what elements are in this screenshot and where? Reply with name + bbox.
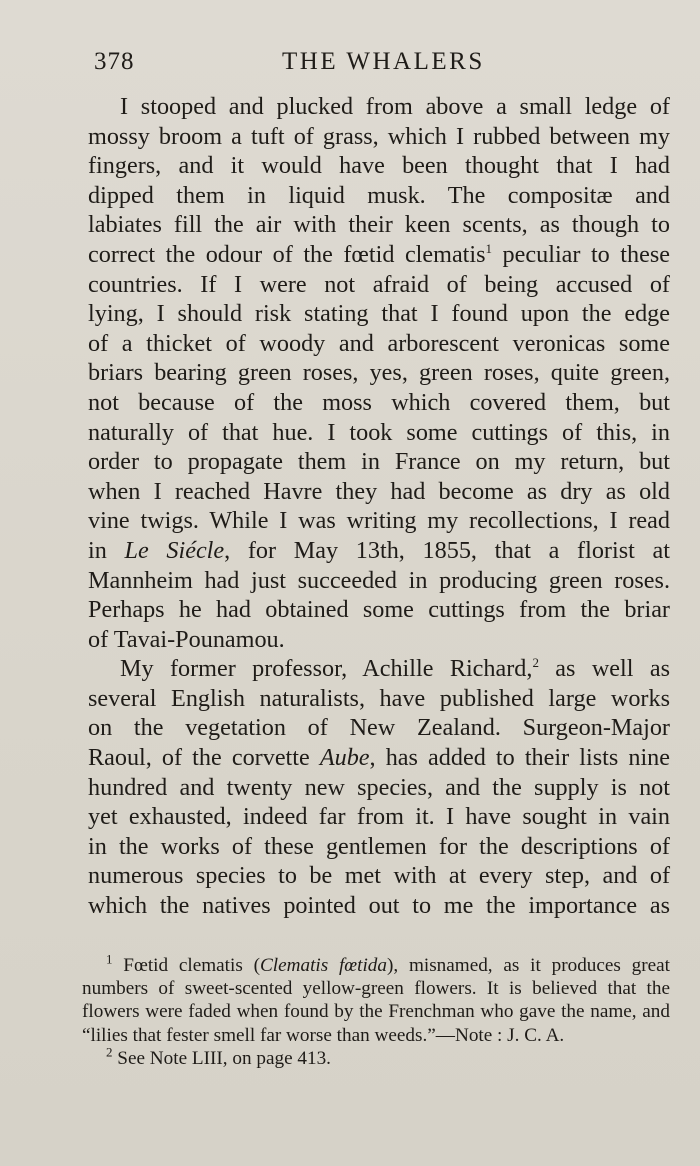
text-line: lying, I should risk stating that I found upon the edge [88,300,670,328]
body-text [88,92,670,921]
text-line: mossy broom a tuft of grass, which I rubbed between my [88,122,670,150]
text-segment: , for May 13th, 1855, that a florist at [224,536,670,564]
text-segment: in [88,536,125,564]
text-line: naturally of that hue. I took some cuttings of this, in [88,418,670,446]
text-line: several English naturalists, have published large works [88,684,670,712]
text-line: vine twigs. While I was writing my recollections, I read [88,507,670,535]
text-line: numerous species to be met with at every step, and of [88,862,670,890]
text-segment: , has added to their lists nine [369,744,670,772]
text-line: Mannheim had just succeeded in producing green roses. [88,566,670,594]
running-head: THE WHALERS [282,48,485,75]
text-segment-italic: Clematis fœtida [259,955,387,976]
text-line [88,240,670,270]
footnote-marker: 1 [485,240,493,256]
page-number: 378 [94,48,135,75]
footnotes [82,951,671,1070]
text-line: Perhaps he had obtained some cuttings from the briar [88,596,670,624]
text-line [88,654,670,684]
footnote-line [82,1044,670,1070]
text-segment-italic: Le Siécle [124,536,225,564]
text-line: briars bearing green roses, yes, green roses, quite green, [88,359,670,387]
text-line: order to propagate them in France on my return, but [88,448,670,476]
text-segment: See Note LIII, on page 413. [112,1047,331,1069]
footnote-line: numbers of sweet-scented yellow-green flowers. It is believed that the [82,978,670,1000]
footnote-line: “lilies that fester smell far worse than weeds.”—Note : J. C. A. [82,1024,565,1046]
text-segment: ), misnamed, as it produces great [386,955,671,976]
text-segment: Raoul, of the corvette [88,744,320,772]
text-line: labiates fill the air with their keen scents, as though to [88,211,670,239]
footnote-line [82,951,671,977]
footnote-marker: 2 [106,1044,113,1060]
text-segment: as well as [538,655,670,683]
text-line: not because of the moss which covered them, but [88,388,670,416]
text-line: dipped them in liquid musk. The compositæ and [88,181,670,209]
text-segment: Fœtid clematis ( [112,955,260,976]
text-segment: peculiar to these [492,240,670,268]
text-line: on the vegetation of New Zealand. Surgeon-Major [88,714,670,742]
text-line: of a thicket of woody and arborescent veronicas some [88,329,670,357]
text-line: hundred and twenty new species, and the supply is not [88,773,670,801]
text-line: fingers, and it would have been thought that I had [88,152,670,180]
text-line: I stooped and plucked from above a small ledge of [120,93,670,120]
text-segment-italic: Aube [319,744,370,772]
text-line: which the natives pointed out to me the importance as [88,892,670,920]
footnote-line: flowers were faded when found by the Frenchman who gave the name, and [82,1001,670,1023]
footnote-marker: 2 [532,655,539,671]
text-line: countries. If I were not afraid of being accused of [88,270,670,298]
text-segment: correct the odour of the fœtid clematis [88,240,486,268]
text-line: yet exhausted, indeed far from it. I have sought in vain [88,803,670,831]
text-line [88,536,670,566]
text-line [88,743,670,773]
footnote-marker: 1 [106,951,113,967]
text-line: when I reached Havre they had become as dry as old [88,477,670,505]
text-line: of Tavai-Pounamou. [88,625,285,653]
text-segment: My former professor, Achille Richard, [120,655,533,683]
page-header [92,44,672,84]
text-line: in the works of these gentlemen for the descriptions of [88,832,670,860]
